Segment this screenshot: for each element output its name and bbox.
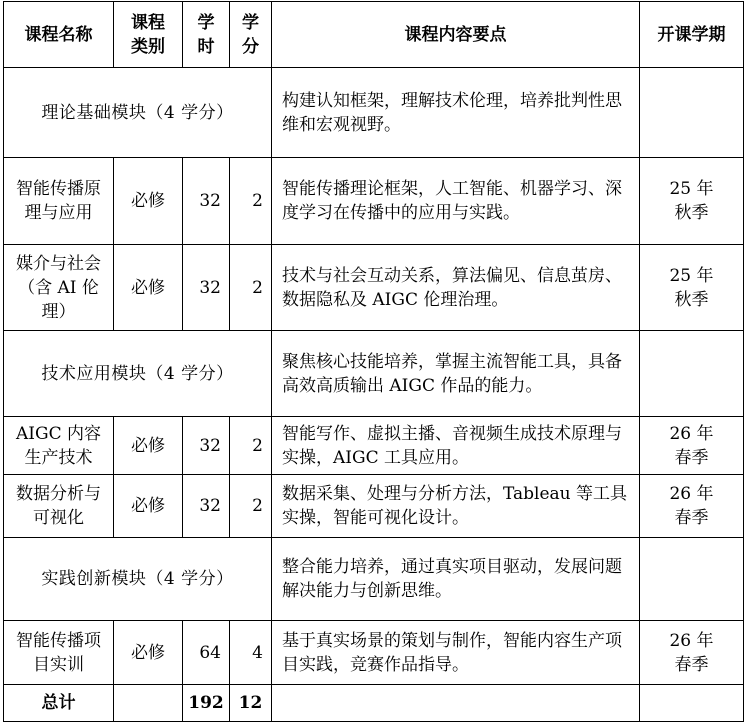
module-description: 构建认知框架，理解技术伦理，培养批判性思维和宏观视野。 <box>272 68 640 158</box>
course-content: 数据采集、处理与分析方法，Tableau 等工具实操，智能可视化设计。 <box>272 475 640 538</box>
course-name: 智能传播原理与应用 <box>4 158 114 245</box>
module-term-empty <box>640 68 744 158</box>
course-content: 智能传播理论框架，人工智能、机器学习、深度学习在传播中的应用与实践。 <box>272 158 640 245</box>
course-term: 25 年 秋季 <box>640 158 744 245</box>
course-term: 26 年 春季 <box>640 417 744 475</box>
module-name: 技术应用模块（4 学分） <box>4 331 272 417</box>
course-type: 必修 <box>114 475 183 538</box>
course-type: 必修 <box>114 621 183 685</box>
total-hours: 192 <box>183 685 230 722</box>
course-table <box>3 1 744 722</box>
total-row <box>4 685 744 722</box>
course-hours: 32 <box>183 417 230 475</box>
course-credits: 2 <box>230 158 272 245</box>
module-description: 聚焦核心技能培养，掌握主流智能工具，具备高效高质输出 AIGC 作品的能力。 <box>272 331 640 417</box>
course-hours: 32 <box>183 475 230 538</box>
module-row <box>4 538 744 621</box>
course-term: 26 年 春季 <box>640 621 744 685</box>
module-term-empty <box>640 331 744 417</box>
course-term: 26 年 春季 <box>640 475 744 538</box>
header-credits: 学 分 <box>230 2 272 68</box>
course-name: 智能传播项目实训 <box>4 621 114 685</box>
course-hours: 64 <box>183 621 230 685</box>
course-hours: 32 <box>183 245 230 331</box>
table-row <box>4 245 744 331</box>
table-row <box>4 158 744 245</box>
header-course-name: 课程名称 <box>4 2 114 68</box>
course-credits: 2 <box>230 417 272 475</box>
course-name: 媒介与社会（含 AI 伦理） <box>4 245 114 331</box>
total-type-empty <box>114 685 183 722</box>
course-credits: 2 <box>230 475 272 538</box>
course-hours: 32 <box>183 158 230 245</box>
course-content: 技术与社会互动关系，算法偏见、信息茧房、数据隐私及 AIGC 伦理治理。 <box>272 245 640 331</box>
header-hours: 学 时 <box>183 2 230 68</box>
total-content-empty <box>272 685 640 722</box>
course-name: 数据分析与可视化 <box>4 475 114 538</box>
course-content: 基于真实场景的策划与制作，智能内容生产项目实践，竞赛作品指导。 <box>272 621 640 685</box>
module-row <box>4 68 744 158</box>
table-row <box>4 417 744 475</box>
module-term-empty <box>640 538 744 621</box>
course-type: 必修 <box>114 417 183 475</box>
course-name: AIGC 内容生产技术 <box>4 417 114 475</box>
header-course-type: 课程 类别 <box>114 2 183 68</box>
course-type: 必修 <box>114 245 183 331</box>
total-label: 总计 <box>4 685 114 722</box>
table-row <box>4 475 744 538</box>
course-type: 必修 <box>114 158 183 245</box>
module-name: 理论基础模块（4 学分） <box>4 68 272 158</box>
course-content: 智能写作、虚拟主播、音视频生成技术原理与实操，AIGC 工具应用。 <box>272 417 640 475</box>
header-term: 开课学期 <box>640 2 744 68</box>
total-credits: 12 <box>230 685 272 722</box>
total-term-empty <box>640 685 744 722</box>
course-credits: 4 <box>230 621 272 685</box>
module-name: 实践创新模块（4 学分） <box>4 538 272 621</box>
header-content: 课程内容要点 <box>272 2 640 68</box>
module-description: 整合能力培养，通过真实项目驱动，发展问题解决能力与创新思维。 <box>272 538 640 621</box>
table-row <box>4 621 744 685</box>
course-term: 25 年 秋季 <box>640 245 744 331</box>
module-row <box>4 331 744 417</box>
course-credits: 2 <box>230 245 272 331</box>
header-row <box>4 2 744 68</box>
